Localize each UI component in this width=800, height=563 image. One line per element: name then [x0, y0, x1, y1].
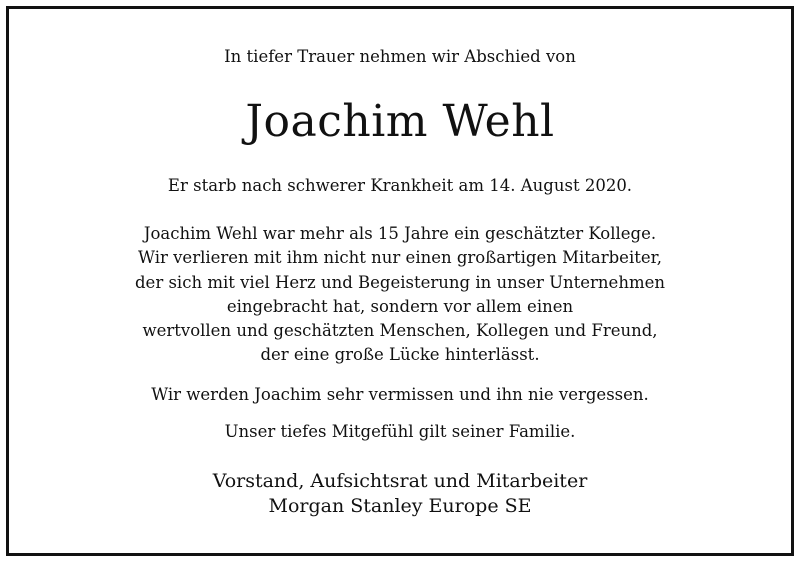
sympathy-text: Unser tiefes Mitgefühl gilt seiner Familie.: [224, 422, 576, 441]
tribute-line: Joachim Wehl war mehr als 15 Jahre ein geschätzter Kollege.: [143, 224, 657, 243]
signature-line-1: Vorstand, Aufsichtsrat und Mitarbeiter: [212, 470, 588, 492]
intro-text: In tiefer Trauer nehmen wir Abschied von: [224, 47, 576, 66]
tribute-line: Wir verlieren mit ihm nicht nur einen großartigen Mitarbeiter,: [138, 248, 662, 268]
tribute-paragraph: [0, 222, 800, 368]
signature: [0, 469, 800, 519]
farewell-text: Wir werden Joachim sehr vermissen und ihn nie vergessen.: [151, 385, 649, 404]
tribute-line: wertvollen und geschätzten Menschen, Kollegen und Freund,: [142, 321, 658, 341]
signature-line-2: Morgan Stanley Europe SE: [268, 495, 532, 517]
tribute-line: der eine große Lücke hinterlässt.: [260, 345, 540, 365]
tribute-line: der sich mit viel Herz und Begeisterung in unser Unternehmen: [135, 272, 665, 292]
tribute-line: eingebracht hat, sondern vor allem einen: [226, 296, 574, 316]
deceased-name: Joachim Wehl: [245, 96, 555, 147]
death-statement: Er starb nach schwerer Krankheit am 14. August 2020.: [167, 176, 633, 195]
